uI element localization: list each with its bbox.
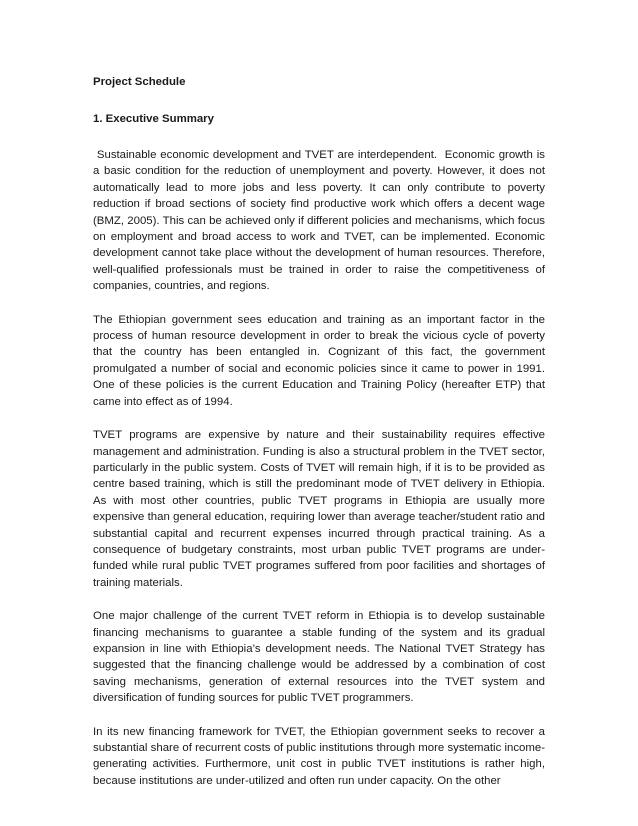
paragraph-2: The Ethiopian government sees education and training as an important factor in the process of human resource development in order to break the vicious cycle of poverty that the country has been entangled in. Cognizant of this fact, the government promulgated a number of social and economic policies since it came to power in 1991. One of these policies is the current Education and Training Policy (hereafter ETP) that came into effect as of 1994. (93, 313, 545, 408)
paragraph-1: Sustainable economic development and TVET are interdependent. Economic growth is a basic condition for the reduction of unemployment and poverty. However, it does not automatically lead to more jobs and less poverty. It can only contribute to poverty reduction if broad sections of society find productive work which offers a decent wage (BMZ, 2005). This can be achieved only if different policies and mechanisms, which focus on employment and broad access to work and TVET, can be implemented. Economic development cannot take place without the development of human resources. Therefore, well-qualified professionals must be trained in order to raise the competitiveness of companies, countries, and regions. (93, 149, 549, 293)
paragraph-4: One major challenge of the current TVET reform in Ethiopia is to develop sustainable financing mechanisms to guarantee a stable funding of the system and its gradual expansion in line with Ethiopia’s development needs. The National TVET Strategy has suggested that the financing challenge would be addressed by a combination of cost saving mechanisms, generation of external resources into the TVET system and diversification of funding sources for public TVET programmers. (93, 610, 545, 705)
paragraph-3: TVET programs are expensive by nature and their sustainability requires effective management and administration. Funding is also a structural problem in the TVET sector, particularly in the public system. Costs of TVET will remain high, if it is to be provided as centre based training, which is still the predominant mode of TVET delivery in Ethiopia. As with most other countries, public TVET programs in Ethiopia are usually more expensive than general education, requiring lower than average teacher/student ratio and substantial capital and recurrent expenses incurred through practical training. As a consequence of budgetary constraints, most urban public TVET programs are under-funded while rural public TVET programes suffered from poor facilities and shortages of training materials. (93, 429, 545, 589)
document-page (93, 74, 549, 806)
paragraph-5: In its new financing framework for TVET, the Ethiopian government seeks to recover a substantial share of recurrent costs of public institutions through more systematic income-generating activities. Furthermore, unit cost in public TVET institutions is rather high, because institutions are under-utilized and often run under capacity. On the other (93, 725, 545, 787)
section-heading: 1. Executive Summary (93, 113, 214, 125)
document-title: Project Schedule (93, 76, 186, 88)
